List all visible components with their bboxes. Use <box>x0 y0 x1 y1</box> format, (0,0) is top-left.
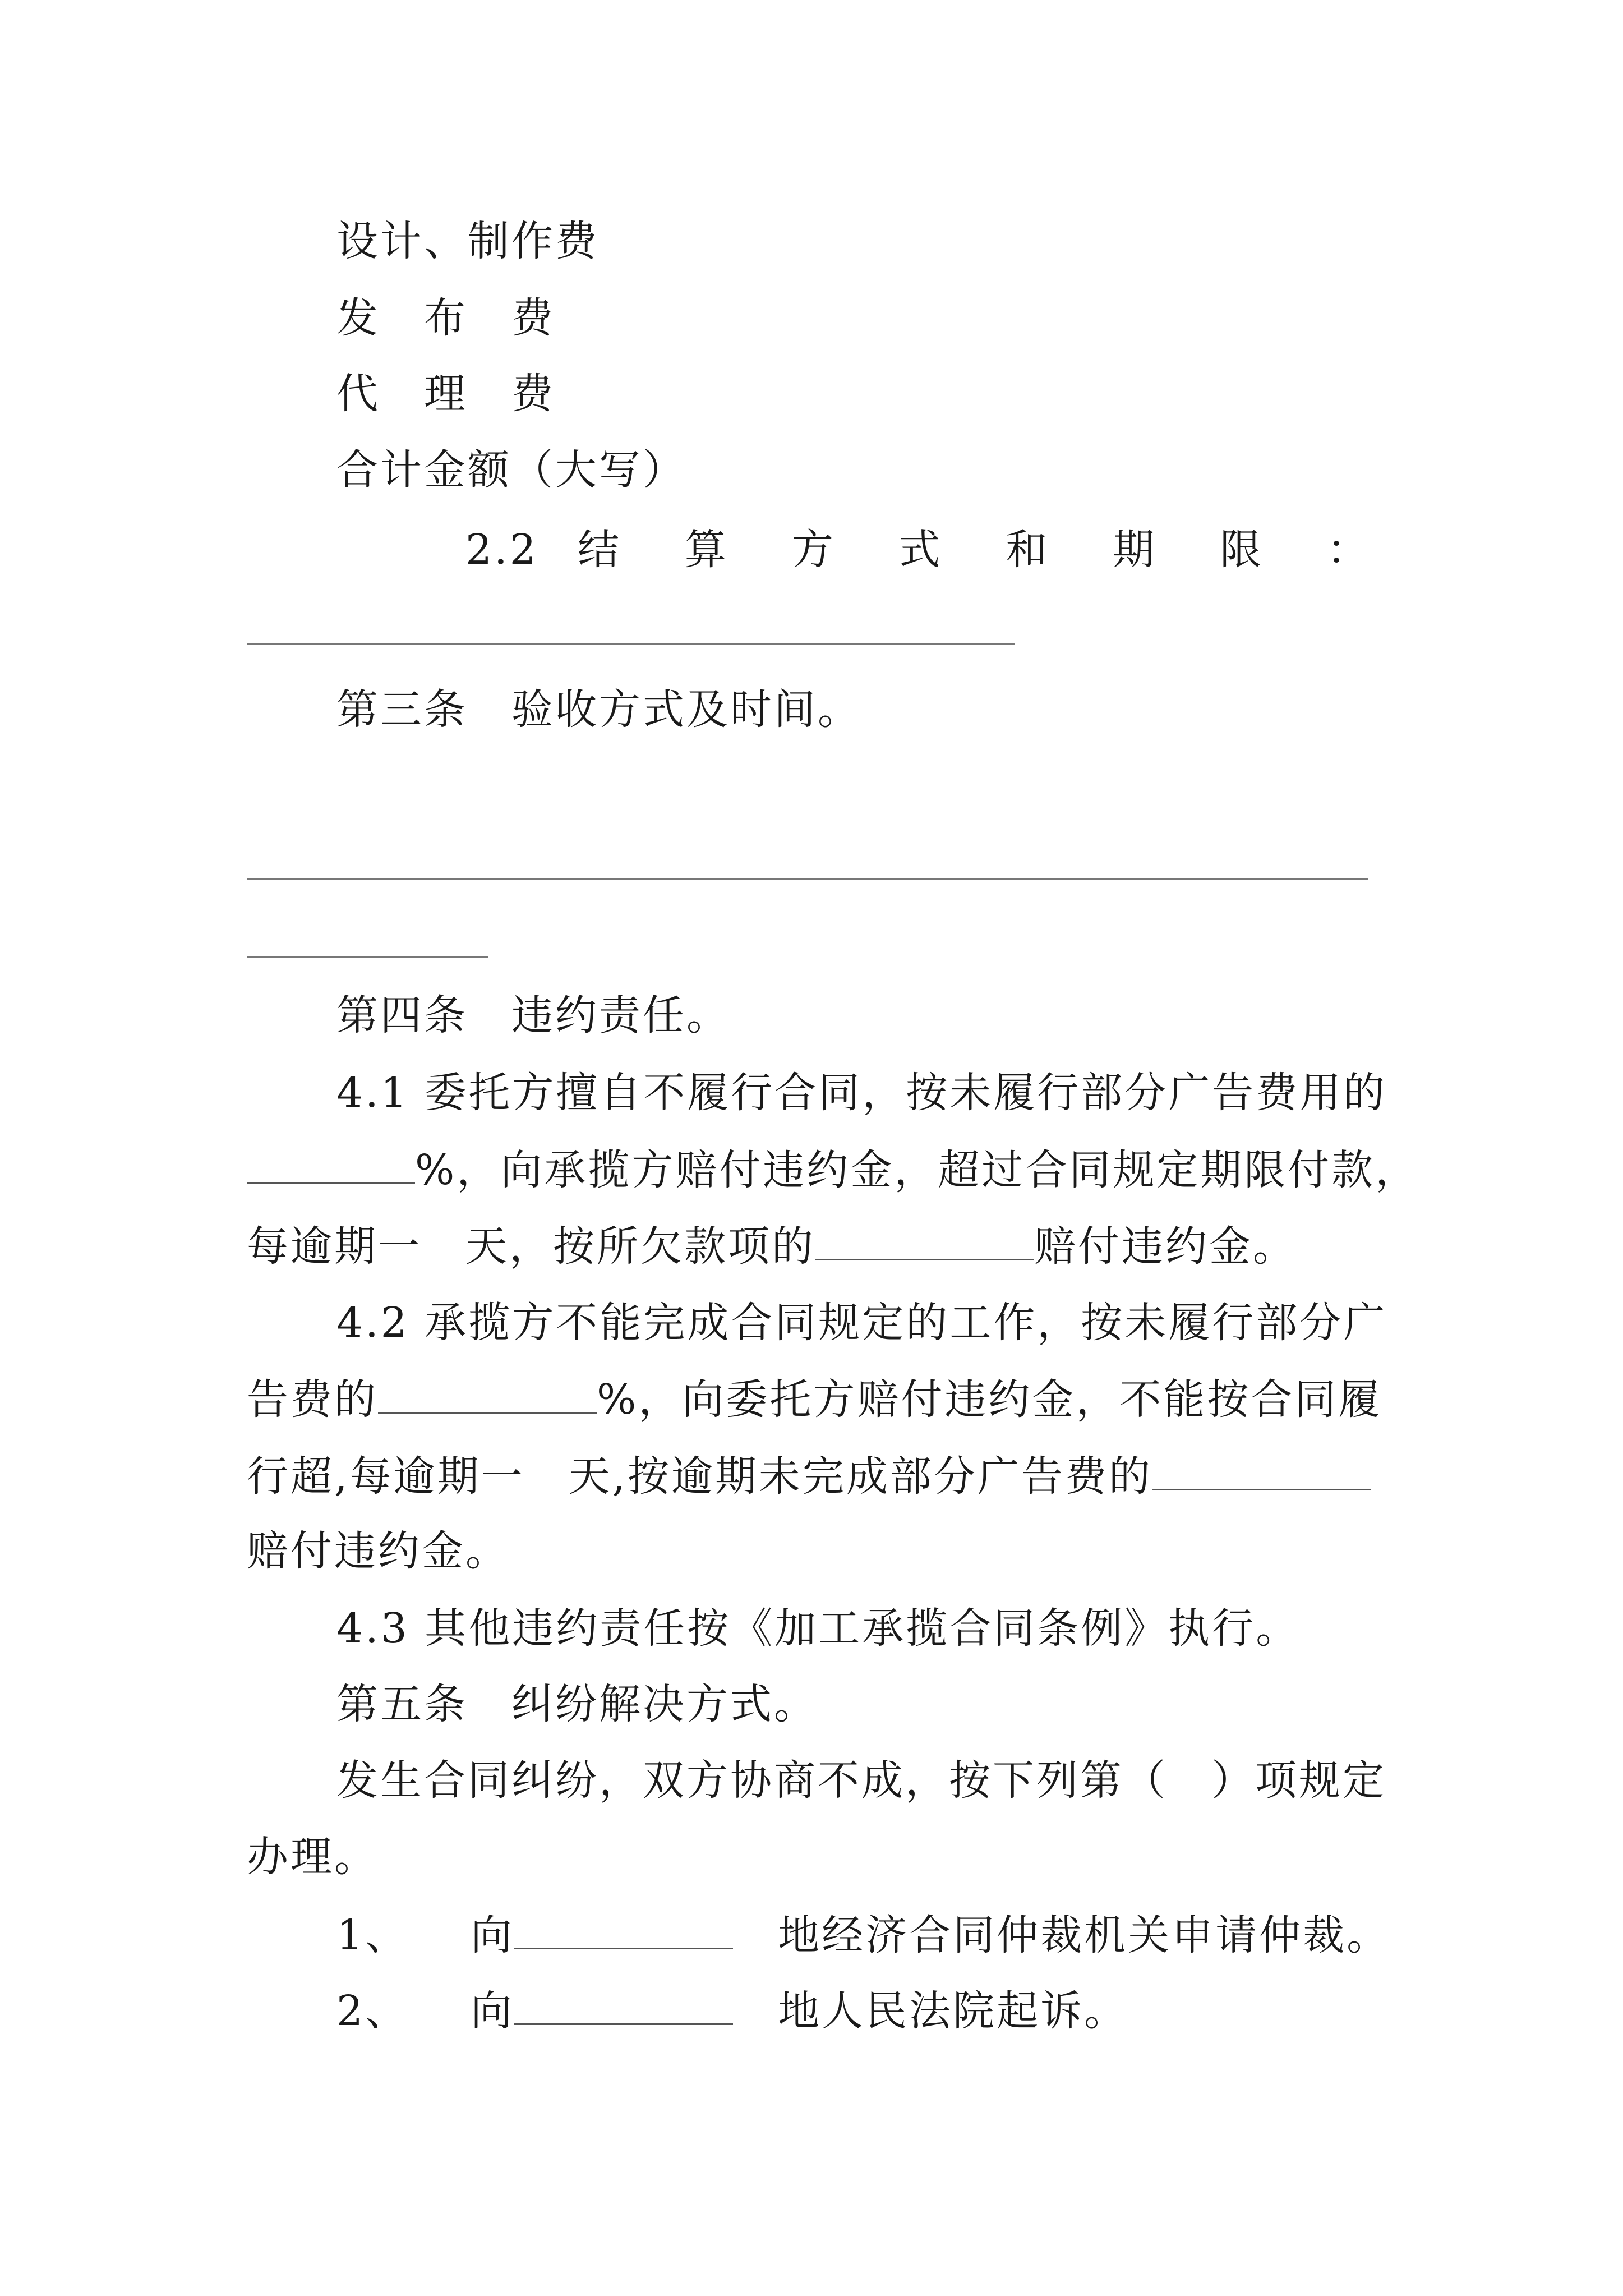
option-2-number: 2、 <box>336 1987 409 2035</box>
option-2-post: 地人民法院起诉。 <box>778 1987 1128 2035</box>
fee-agency-line: 代 理 费 <box>336 370 555 418</box>
article-5-intro-line-1: 发生合同纠纷，双方协商不成，按下列第（ ）项规定 <box>336 1756 1386 1805</box>
settlement-char: 和 <box>1006 526 1048 574</box>
settlement-char: 式 <box>898 526 940 574</box>
fee-total-line: 合计金额（大写） <box>336 446 686 494</box>
settlement-char: 结 <box>578 526 619 574</box>
article-4-1-line-2-text: %，向承揽方赔付违约金，超过合同规定期限付款， <box>415 1146 1419 1194</box>
article-4-3-line: 4.3 其他违约责任按《加工承揽合同条例》执行。 <box>336 1604 1300 1653</box>
option-2-line <box>336 1982 1128 2039</box>
arbitration-place-blank <box>514 1906 733 1949</box>
percent-blank <box>378 1370 597 1414</box>
rate-blank <box>815 1217 1034 1260</box>
settlement-char: 限 <box>1220 526 1262 574</box>
settlement-heading <box>578 522 1368 578</box>
article-3-blank-line-2 <box>247 956 488 958</box>
article-4-1-line-3-text-b: 赔付违约金。 <box>1034 1222 1297 1271</box>
fee-publish-line: 发 布 费 <box>336 294 555 342</box>
article-3-title: 第三条 验收方式及时间。 <box>336 685 861 734</box>
settlement-number: 2.2 <box>465 526 538 574</box>
option-1-line <box>336 1906 1390 1963</box>
article-3-blank-line-1 <box>247 878 1368 880</box>
settlement-char: ： <box>1326 526 1368 574</box>
court-place-blank <box>514 1982 733 2025</box>
rate-blank <box>1152 1447 1371 1490</box>
option-1-pre: 向 <box>471 1911 515 1959</box>
article-4-1-line-1: 4.1 委托方擅自不履行合同，按未履行部分广告费用的 <box>336 1069 1387 1117</box>
article-4-2-line-2-text-a: 告费的 <box>247 1375 378 1424</box>
percent-blank <box>247 1141 415 1184</box>
settlement-char: 期 <box>1113 526 1155 574</box>
article-4-2-line-2-text-b: %，向委托方赔付违约金，不能按合同履 <box>597 1375 1382 1424</box>
article-4-2-line-3 <box>247 1447 1371 1504</box>
article-5-intro-line-2: 办理。 <box>247 1833 378 1881</box>
option-1-post: 地经济合同仲裁机关申请仲裁。 <box>778 1911 1391 1959</box>
article-4-2-line-3-text: 行超,每逾期一 天,按逾期未完成部分广告费的 <box>247 1452 1153 1501</box>
article-5-title: 第五条 纠纷解决方式。 <box>336 1680 818 1728</box>
settlement-blank-line <box>247 643 1015 645</box>
article-4-2-line-4: 赔付违约金。 <box>247 1527 509 1575</box>
fee-design-line: 设计、制作费 <box>336 217 599 265</box>
option-2-pre: 向 <box>471 1987 515 2035</box>
option-1-number: 1、 <box>336 1911 409 1959</box>
article-4-1-line-3-text-a: 每逾期一 天，按所欠款项的 <box>247 1222 815 1271</box>
article-4-title: 第四条 违约责任。 <box>336 991 730 1039</box>
article-4-2-line-1: 4.2 承揽方不能完成合同规定的工作，按未履行部分广 <box>336 1299 1387 1347</box>
article-4-2-line-2 <box>247 1370 1382 1428</box>
article-4-1-line-2 <box>247 1141 1419 1198</box>
settlement-char: 方 <box>791 526 833 574</box>
settlement-char: 算 <box>684 526 726 574</box>
article-4-1-line-3 <box>247 1217 1297 1274</box>
